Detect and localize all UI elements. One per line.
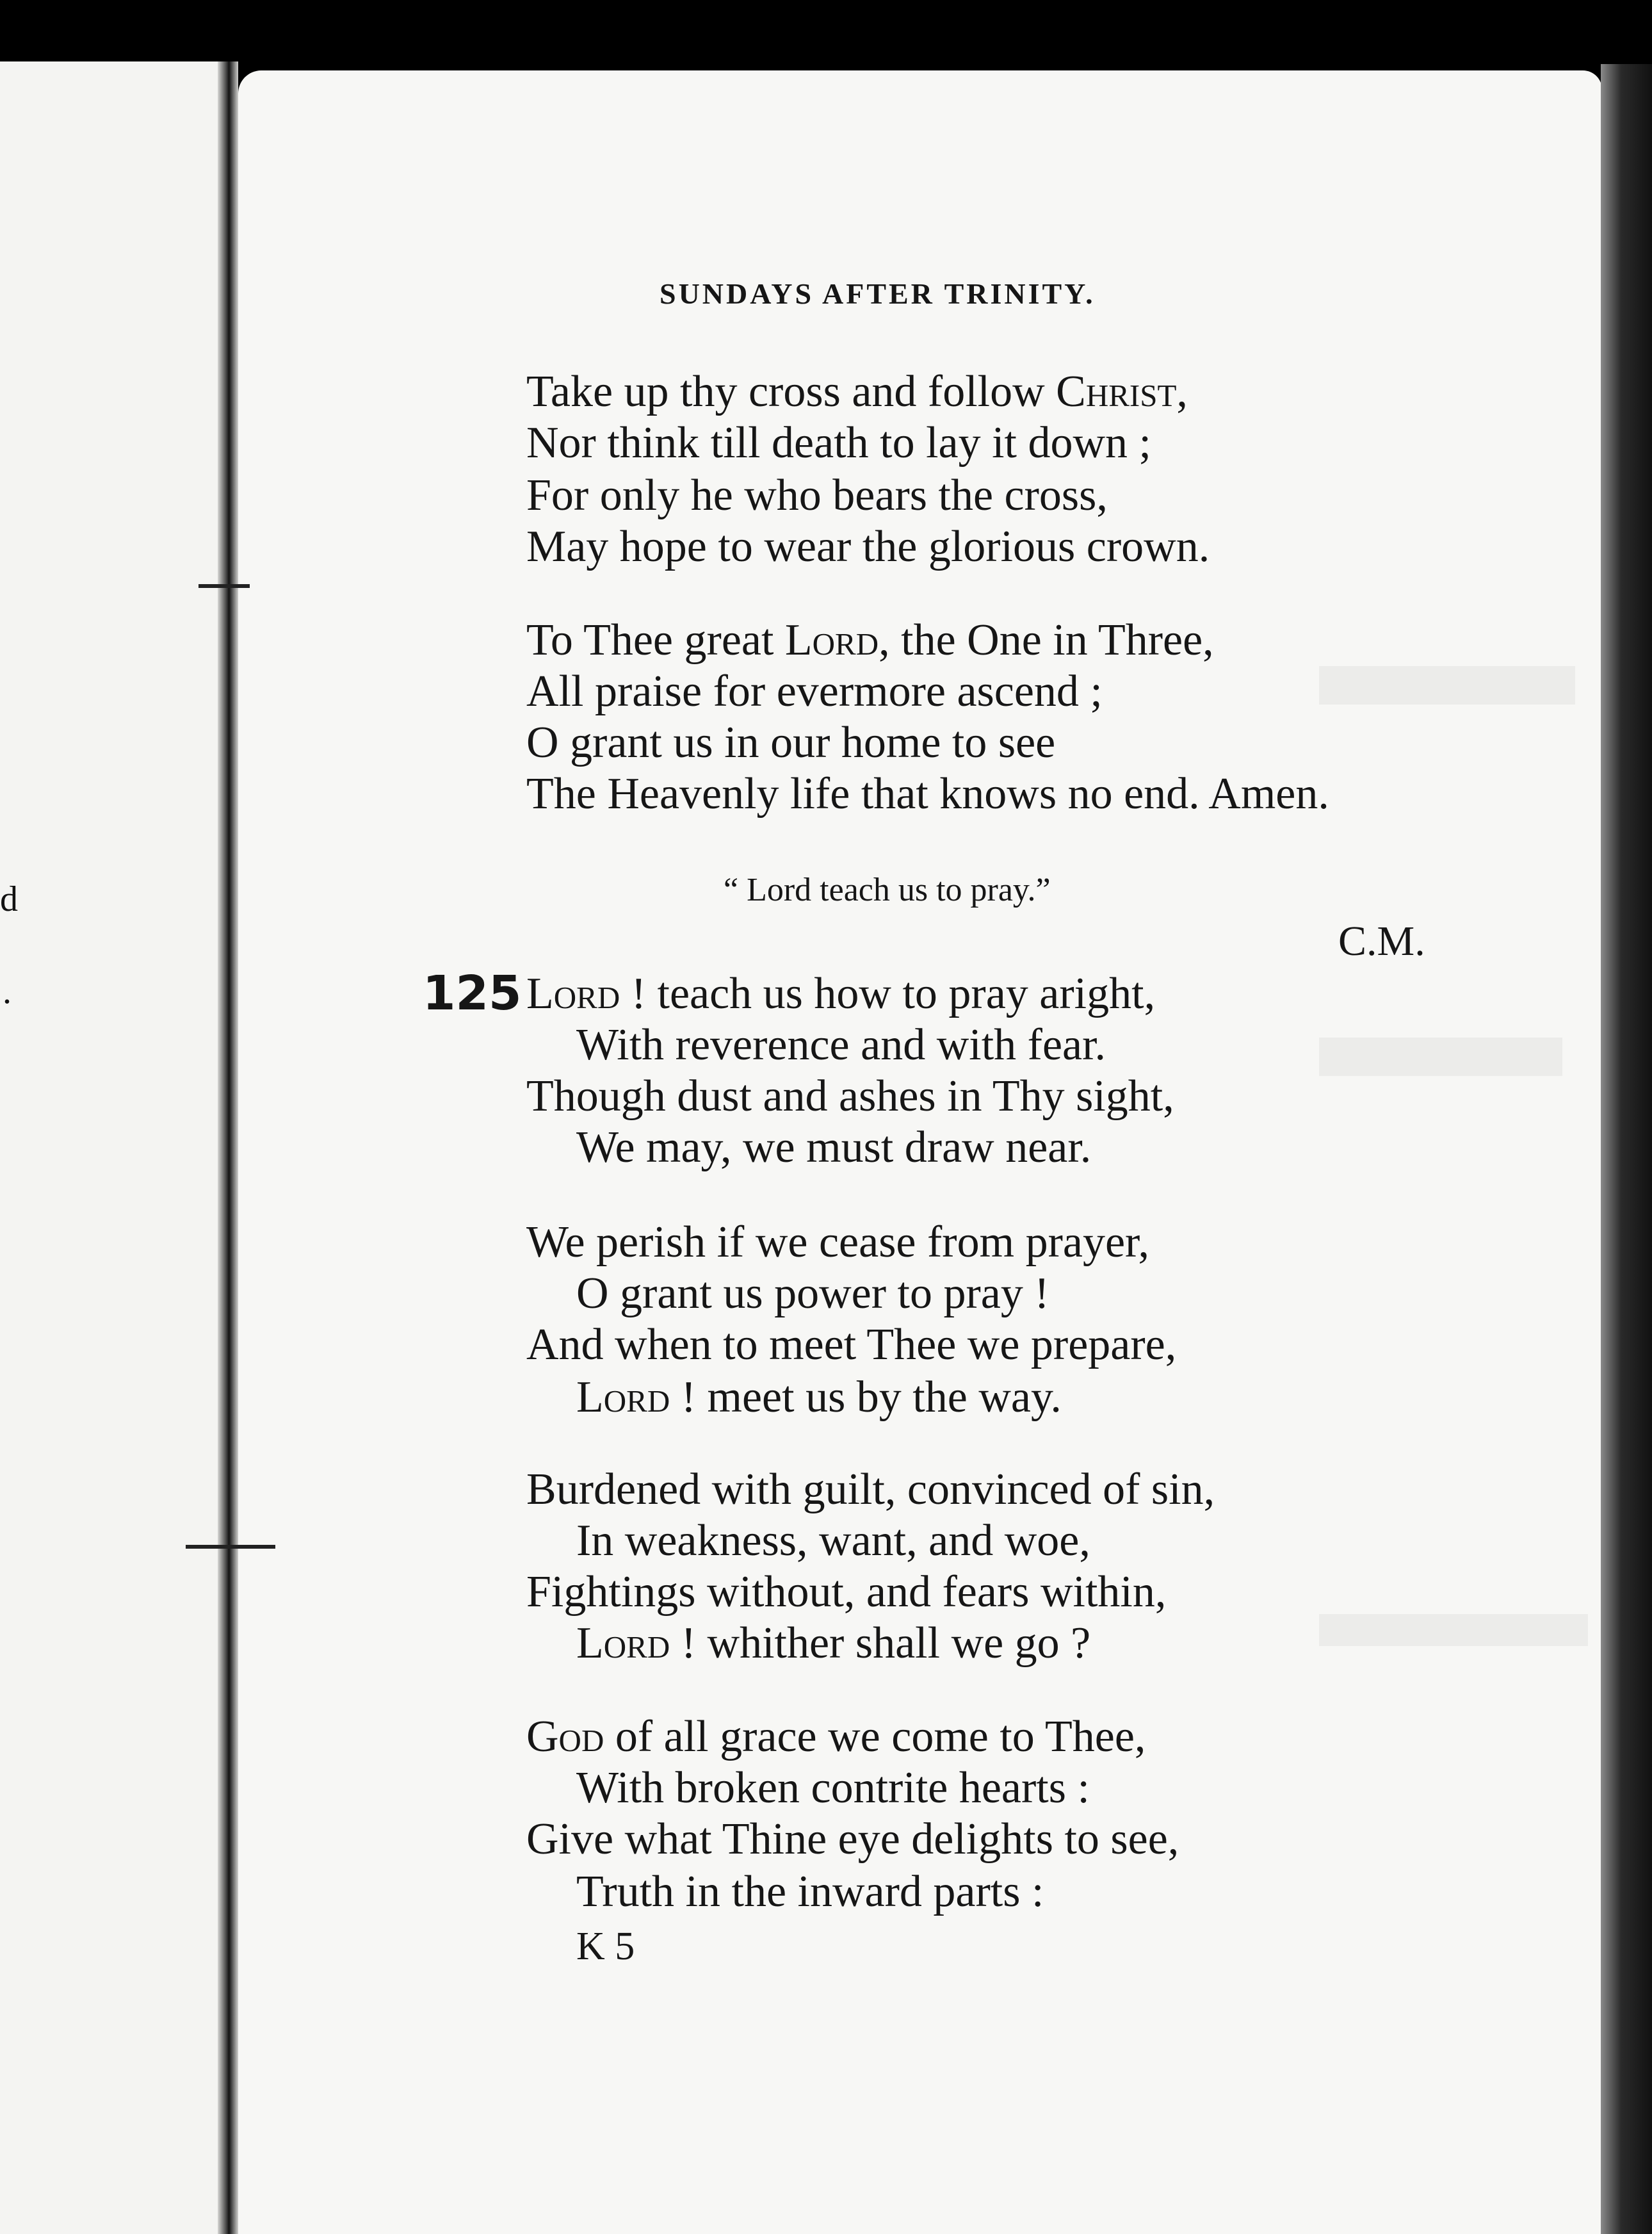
running-head: SUNDAYS AFTER TRINITY. bbox=[660, 277, 1096, 310]
verse-line: Lord ! teach us how to pray aright, bbox=[526, 969, 1156, 1018]
verse-line: Lord ! whither shall we go ? bbox=[576, 1618, 1091, 1668]
hymn-meter: C.M. bbox=[1338, 918, 1425, 965]
hymn-number: 125 bbox=[423, 966, 522, 1021]
verse-line: For only he who bears the cross, bbox=[526, 471, 1108, 520]
verse-line: Lord ! meet us by the way. bbox=[576, 1373, 1062, 1422]
verse-line: And when to meet Thee we prepare, bbox=[526, 1320, 1177, 1369]
verse-line: With broken contrite hearts : bbox=[576, 1763, 1090, 1813]
left-facing-page bbox=[0, 61, 231, 2234]
verse-line: The Heavenly life that knows no end. Amen. bbox=[526, 769, 1329, 819]
verse-line: To Thee great Lord, the One in Three, bbox=[526, 616, 1214, 665]
verse-line: Burdened with guilt, convinced of sin, bbox=[526, 1465, 1215, 1514]
book-gutter bbox=[218, 61, 238, 2234]
bleed-through bbox=[1319, 1614, 1588, 1646]
verse-line: Truth in the inward parts : bbox=[576, 1867, 1044, 1916]
verse-line: Fightings without, and fears within, bbox=[526, 1567, 1167, 1617]
signature-mark: K 5 bbox=[576, 1925, 635, 1968]
bleed-through bbox=[1319, 1038, 1562, 1076]
verse-line: O grant us power to pray ! bbox=[576, 1269, 1049, 1318]
verse-line: May hope to wear the glorious crown. bbox=[526, 522, 1210, 571]
verse-line: God of all grace we come to Thee, bbox=[526, 1712, 1146, 1761]
book-edge bbox=[1601, 64, 1652, 2234]
verse-line: With reverence and with fear. bbox=[576, 1020, 1106, 1070]
verse-line: In weakness, want, and woe, bbox=[576, 1516, 1090, 1565]
verse-line: We perish if we cease from prayer, bbox=[526, 1218, 1150, 1267]
verse-line: Though dust and ashes in Thy sight, bbox=[526, 1072, 1174, 1121]
binding-thread-mark bbox=[186, 1545, 275, 1549]
verse-line: Take up thy cross and follow Christ, bbox=[526, 367, 1188, 416]
verse-line: We may, we must draw near. bbox=[576, 1123, 1092, 1172]
hymn-epigraph: “ Lord teach us to pray.” bbox=[724, 872, 1051, 908]
verse-line: Give what Thine eye delights to see, bbox=[526, 1814, 1179, 1864]
binding-thread-mark bbox=[198, 584, 250, 588]
verse-line: All praise for evermore ascend ; bbox=[526, 667, 1103, 716]
verse-line: O grant us in our home to see bbox=[526, 718, 1056, 767]
bleed-through bbox=[1319, 666, 1575, 705]
verse-line: Nor think till death to lay it down ; bbox=[526, 418, 1152, 468]
left-page-fragment: . bbox=[3, 972, 12, 1011]
left-page-fragment: d bbox=[0, 879, 18, 919]
